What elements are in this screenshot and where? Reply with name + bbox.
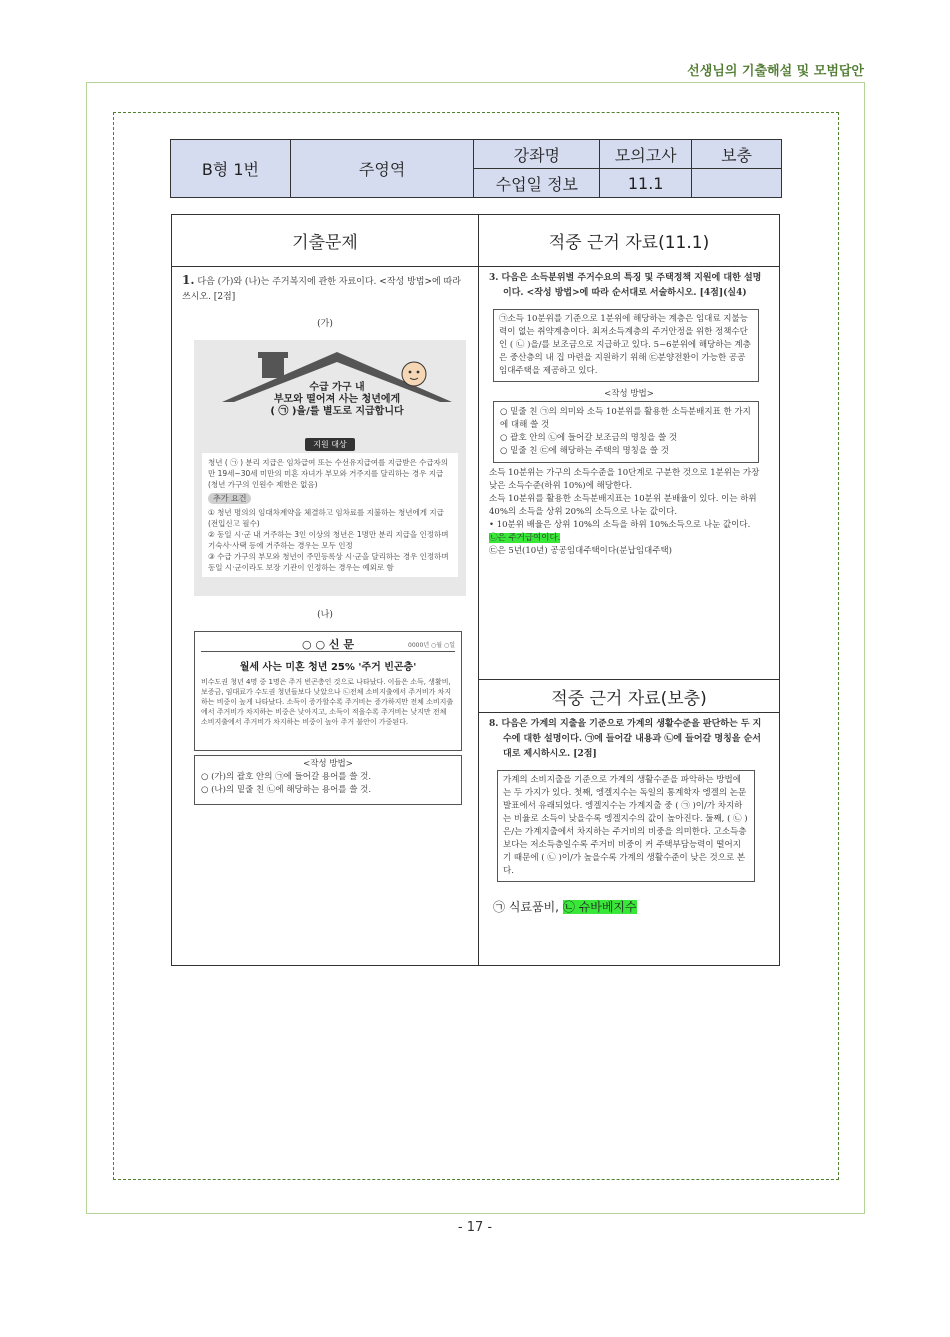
content-table — [171, 214, 780, 966]
method-title: <작성 방법> — [303, 759, 353, 769]
question-3-method-box — [493, 401, 759, 463]
page-number: - 17 - — [457, 1220, 493, 1235]
policy-poster — [194, 340, 466, 596]
lecture-value: 모의고사 — [600, 140, 692, 169]
ga-label: (가) — [317, 319, 333, 329]
poster-line-3: ( ㉠ )을/를 별도로 지급합니다 — [270, 406, 404, 417]
date-label: 수업일 정보 — [474, 169, 600, 198]
right-heading-1: 적중 근거 자료(11.1) — [479, 215, 779, 267]
extra-label: 보충 — [692, 140, 782, 169]
lecture-info-table — [170, 139, 782, 198]
poster-condition-2: ② 동일 시·군 내 거주하는 3인 이상의 청년은 1명만 분리 지급을 인정하며 기숙사·사택 등에 거주하는 경우는 모두 인정 — [208, 530, 449, 550]
answer-schwabe: ㉡ 슈바베지수 — [562, 900, 637, 914]
na-label: (나) — [317, 610, 333, 620]
q3-method-1: ○ 밑줄 친 ㉠의 의미와 소득 10분위를 활용한 소득분배지표 한 가지에 대해 쓸 것 — [500, 407, 751, 430]
method-item-1: ○ (가)의 괄호 안의 ㉠에 들어갈 용어를 쓸 것. — [201, 772, 372, 782]
right-heading-2: 적중 근거 자료(보충) — [479, 679, 779, 713]
question-3: 3. 다음은 소득분위별 주거수요의 특징 및 주택정책 지원에 대한 설명이다. <작성 방법>에 따라 순서대로 서술하시오. [4점](실4) — [489, 273, 762, 298]
news-headline: 월세 사는 미혼 청년 25% '주거 빈곤층' — [239, 662, 417, 673]
answer-1: 소득 10분위는 가구의 소득수준을 10단계로 구분한 것으로 1분위는 가장 낮은 소득수준(하위 10%)에 해당한다. — [489, 468, 760, 491]
poster-badge: 지원 대상 — [305, 438, 354, 451]
page-header-title: 선생님의 기출해설 및 모범답안 — [687, 64, 864, 79]
question-1 — [182, 273, 468, 305]
newspaper-name: ○ ○ 신 문 — [302, 638, 354, 651]
left-heading: 기출문제 — [172, 215, 478, 267]
poster-condition-3: ③ 수급 가구의 부모와 청년이 주민등록상 시·군을 달리하는 경우 인정하며 동일 시·군이라도 보장 기관이 인정하는 경우는 예외로 함 — [208, 552, 449, 572]
answer-5: ㉢은 5년(10년) 공공임대주택이다(분납임대주택) — [489, 546, 672, 556]
poster-line-2: 부모와 떨어져 사는 청년에게 — [273, 394, 401, 405]
news-body: 비수도권 청년 4명 중 1명은 주거 빈곤층인 것으로 나타났다. 이들은 소득, 생활비, 보증금, 임대료가 수도권 청년들보다 낮았으나 ㉡전체 소비지출에서 주거비가 차지하는 비중이 높게 나타났다. 소득이 증가할수록 주거비는 증가하지만 전체 소비지출에서 주거비가 차지하는 비중은 낮아지고, 소득이 적을수록 주거비는 낮지만 전체 소비지출에서 주거비가 차지하는 비중이 높아 주거 불안이 가중된다. — [201, 678, 454, 726]
right-column — [479, 215, 779, 965]
exam-area: 주영역 — [290, 140, 474, 198]
empty-cell — [692, 169, 782, 198]
newspaper-clipping — [194, 631, 462, 751]
question-3-passage: ㉠소득 10분위를 기준으로 1분위에 해당하는 계층은 임대료 지불능력이 없는 취약계층이다. 최저소득계층의 주거안정을 위한 정책수단인 ( ㉡ )을/를 보조금으로 지급하고 있다. 5~6분위에 해당하는 계층은 중산층의 내 집 마련을 지원하기 위해 ㉢분양전환이 가능한 공공임대주택을 제공하고 있다. — [493, 309, 759, 382]
date-value: 11.1 — [600, 169, 692, 198]
question-8-passage: 가계의 소비지출을 기준으로 가계의 생활수준을 파악하는 방법에는 두 가지가 있다. 첫째, 엥겔지수는 독일의 통계학자 엥겔의 논문발표에서 유래되었다. 엥겔지수는 가계지출 중 ( ㉠ )이/가 차지하는 비율로 소득이 낮을수록 엥겔지수의 값이 높아진다. 둘째, ( ㉡ )은/는 가계지출에서 차지하는 주거비의 비중을 의미한다. 고소득층보다는 저소득층일수록 주거비 비중이 커 주택부담능력이 떨어지기 때문에 ( ㉡ )이/가 높을수록 가계의 생활수준이 낮은 것으로 본다. — [497, 770, 755, 882]
q3-method-3: ○ 밑줄 친 ㉢에 해당하는 주택의 명칭을 쓸 것 — [500, 446, 669, 456]
poster-condition-label: 추가 요건 — [208, 493, 251, 504]
house-illustration — [202, 344, 458, 430]
answer-4: ㉡은 주거급여이다. — [489, 533, 561, 543]
answer-food: ㉠ 식료품비, — [493, 900, 559, 914]
newspaper-date: 0000년 ○월 ○일 — [408, 642, 455, 649]
question-number: 1. — [182, 273, 195, 287]
q3-method-2: ○ 괄호 안의 ㉡에 들어갈 보조금의 명칭을 쓸 것 — [500, 433, 678, 443]
method-item-2: ○ (나)의 밑줄 친 ㉡에 해당하는 용어를 쓸 것. — [201, 785, 372, 795]
writing-method-box — [194, 755, 462, 805]
question-8: 8. 다음은 가계의 지출을 기준으로 가계의 생활수준을 판단하는 두 지수에 대한 설명이다. ㉠에 들어갈 내용과 ㉡에 들어갈 명칭을 순서대로 제시하시오. [2점] — [489, 719, 762, 759]
question-text: 다음 (가)와 (나)는 주거복지에 관한 자료이다. <작성 방법>에 따라 쓰시오. [2점] — [182, 277, 461, 302]
poster-condition-1: ① 청년 명의의 임대차계약을 체결하고 임차료를 지불하는 청년에게 지급(전입신고 필수) — [208, 508, 444, 528]
lecture-label: 강좌명 — [474, 140, 600, 169]
answer-3: • 10분위 배율은 상위 10%의 소득을 하위 10%소득으로 나눈 값이다. — [489, 520, 751, 530]
answer-2: 소득 10분위를 활용한 소득분배지표는 10분위 분배율이 있다. 이는 하위 40%의 소득을 상위 20%의 소득으로 나눈 값이다. — [489, 494, 757, 517]
question-3-method-title: <작성 방법> — [604, 389, 654, 399]
exam-type: B형 1번 — [171, 140, 291, 198]
left-column — [172, 215, 479, 965]
poster-line-1: 수급 가구 내 — [309, 382, 365, 393]
poster-description: 청년 ( ㉠ ) 분리 지급은 임차급여 또는 수선유지급여를 지급받은 수급자의 만 19세~30세 미만의 미혼 자녀가 부모와 거주지를 달리하는 경우 지급(청년 가구의 인원수 제한은 없음) — [208, 458, 449, 489]
